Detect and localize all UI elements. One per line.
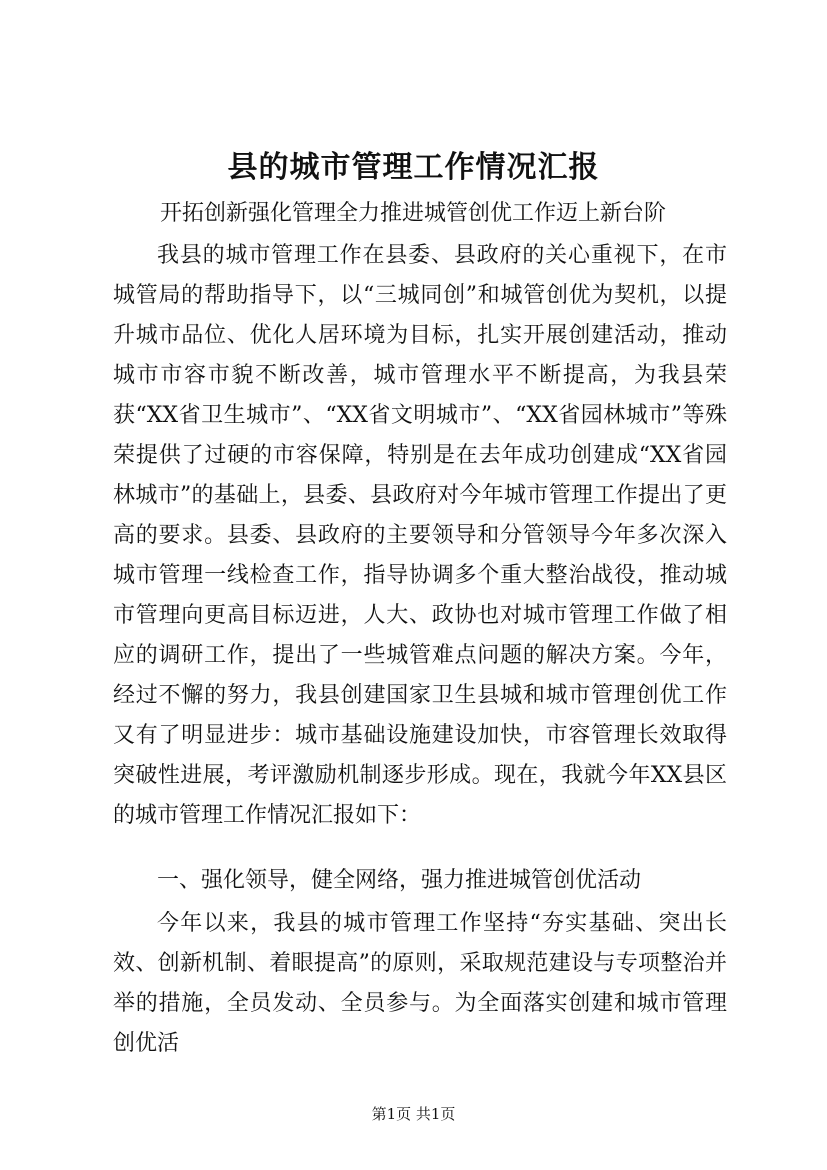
body-paragraph-2: 今年以来，我县的城市管理工作坚持“夯实基础、突出长效、创新机制、着眼提高”的原则，采取规范建设与专项整治并举的措施，全员发动、全员参与。为全面落实创建和城市管理创优活 bbox=[113, 911, 727, 1056]
page-footer: 第1页 共1页 bbox=[371, 1105, 456, 1123]
document-title: 县的城市管理工作情况汇报 bbox=[227, 150, 600, 185]
section-heading-1: 一、强化领导，健全网络，强力推进城管创优活动 bbox=[157, 868, 642, 893]
body-paragraph-1: 我县的城市管理工作在县委、县政府的关心重视下，在市城管局的帮助指导下，以“三城同创”和城管创优为契机，以提升城市品位、优化人居环境为目标，扎实开展创建活动，推动城市市容市貌不断改善，城市管理水平不断提高，为我县荣获“XX省卫生城市”、“XX省文明城市”、“XX省园林城市”等殊荣提供了过硬的市容保障，特别是在去年成功创建成“XX省园林城市”的基础上，县委、县政府对今年城市管理工作提出了更高的要求。县委、县政府的主要领导和分管领导今年多次深入城市管理一线检查工作，指导协调多个重大整治战役，推动城市管理向更高目标迈进，人大、政协也对城市管理工作做了相应的调研工作，提出了一些城管难点问题的解决方案。今年，经过不懈的努力，我县创建国家卫生县城和城市管理创优工作又有了明显进步：城市基础设施建设加快，市容管理长效取得突破性进展，考评激励机制逐步形成。现在，我就今年XX县区的城市管理工作情况汇报如下： bbox=[113, 243, 727, 828]
document-subtitle: 开拓创新强化管理全力推进城管创优工作迈上新台阶 bbox=[160, 201, 667, 226]
